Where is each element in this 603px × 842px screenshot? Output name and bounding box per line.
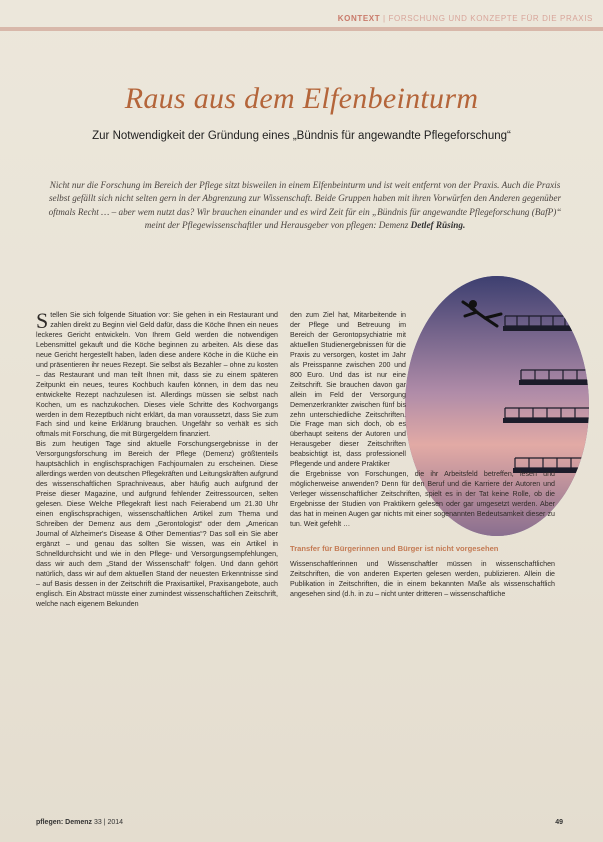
footer-magazine-name: pflegen: Demenz bbox=[36, 819, 93, 826]
article-title: Raus aus dem Elfenbeinturm bbox=[124, 82, 479, 115]
right-column-continued-text: die Ergebnisse von Forschungen, die ihr Arbeitsfeld betreffen, lesen und möglicherweise anwenden? Denn für den Beruf und die Karriere der Autoren und Verleger wissenschaftlicher Zeitschriften, spielt es in der Tat keine Rolle, ob die Ergebnisse der Studien von Praktikern gelesen oder gar umgesetzt werden. Aber das hat in meinen Augen gar nichts mit einer sogenannten Bedeutsamkeit dieser zu tun. Weit gefehlt … bbox=[290, 470, 555, 529]
header-rule bbox=[0, 27, 603, 31]
section-kicker bbox=[338, 14, 593, 23]
footer-issue: 33 | 2014 bbox=[92, 819, 124, 826]
body-paragraph-1 bbox=[36, 311, 278, 440]
lead-paragraph bbox=[45, 179, 565, 232]
kicker-strong: KONTEXT bbox=[337, 14, 381, 23]
left-column bbox=[36, 311, 278, 761]
right-column bbox=[290, 311, 555, 761]
body-paragraph-2: Bis zum heutigen Tage sind aktuelle Forschungsergebnisse in der Versorgungsforschung im Bereich der Pflege (Demenz) größtenteils hauptsächlich in englischsprachigen Fachjournalen zu erscheinen. Diese allerdings werden von deutschen Pflegekräften und Leitungskräften aufgrund des wissenschaftlichen Sprachniveaus, aber häufig auch aufgrund der Preise dieser Magazine, und aufgrund fehlender Zeitressourcen, selten gelesen. Diese Welche Pflegekraft liest nach Feierabend um 21.30 Uhr einen englischsprachigen, wissenschaftlichen Artikel zum Thema und Schreiben der Demenz aus dem „Gerontologist“ oder dem „American Journal of Alzheimer's Disease & Other Dementias“? Das soll ein Sie aber ergänzt – und genau das sollten Sie wissen, was ein Artikel in Schnelldurchsicht und wie in den Pflege- und Versorgungsempfehlungen, dass wir auch dem „Stand der Wissenschaft“ folgen. Und dann gehört natürlich, dass wir auf dem aktuellen Stand der neuesten Erkenntnisse sind – auf Basis dessen in der Zeitschrift die Praxisartikel, Praxisangebote, auch englisch. Ein Abstract müsste einer zumindest wissenschaftlichen Zeitschrift, welche nach eigenem Bekunden bbox=[36, 440, 278, 608]
page-number: 49 bbox=[555, 819, 563, 826]
article-subtitle: Zur Notwendigkeit der Gründung eines „Bündnis für angewandte Pflegeforschung“ bbox=[92, 130, 511, 142]
drop-cap: S bbox=[36, 311, 49, 333]
body-paragraph-1-text: tellen Sie sich folgende Situation vor: Sie gehen in ein Restaurant und zahlen direkt zu Beginn viel Geld dafür, dass die Köche Ihnen ein neues leckeres Gericht entwickeln. Von Ihrem Geld werden die notwendigen Lebensmittel gekauft und die Köche beginnen zu arbeiten. Als diese das neue Gericht hergestellt haben, laden diese andere Köche in die Küche ein und präsentieren ihr neues Rezept. Sie selbst als Bezahler – ohne zu kosten – das Restaurant und man teilt Ihnen mit, dass sie zu einem späteren Zeitpunkt ein neues, teures Kochbuch kaufen können, in dem das neu entwickelte Rezept nachzulesen ist. Allerdings müssen sie selbst nach Kochen, um es nachzukochen. Dieses viele Schritte des Kochvorgangs werden in dem Rezeptbuch nicht erklärt, da man voraussetzt, dass Sie zum Fach sind und keine Erklärung brauchen. Ungefähr so verhält es sich oftmals mit Forschung, die mit Bürgergeldern finanziert. bbox=[36, 311, 278, 439]
kicker-rest: | FORSCHUNG UND KONZEPTE FÜR DIE PRAXIS bbox=[380, 14, 593, 23]
footer-magazine bbox=[36, 819, 123, 826]
right-column-top-text: den zum Ziel hat, Mitarbeitende in der Pflege und Betreuung im Bereich der Gerontopsychiatrie mit aktuellen Studienergebnissen für die Praxis zu versorgen, kostet im Jahr als Preisspanne zwischen 200 und 800 Euro. Und das ist nur eine Zeitschrift. Sie brauchen davon gar allein im Feld der Versorgung Demenzerkrankter zwischen fünf bis zehn unterschiedliche Zeitschriften. Die Frage man sich doch, ob es überhaupt seitens der Autoren und Herausgeber dieser Zeitschriften beabsichtigt ist, dass professionell Pflegende und andere Praktiker bbox=[290, 311, 406, 469]
right-column-paragraph-2: Wissenschaftlerinnen und Wissenschaftler müssen in wissenschaftlichen Zeitschriften, die von anderen Experten gelesen werden, publizieren. Allein die Publikation in Zeitschriften, die in einem bekannten Maße als wissenschaftlich angesehen sind (d.h. in zu – nicht unter dritteren – wissenschaftliche bbox=[290, 559, 555, 598]
lead-text: Nicht nur die Forschung im Bereich der Pflege sitzt bisweilen in einem Elfenbeinturm und ist weit entfernt von der Praxis. Auch die Praxis selbst gefällt sich nicht selten gern in der Abgrenzung zur Wissenschaft. Beide Gruppen haben mit ihren Vorwürfen den Anderen gegenüber oftmals Recht … – aber wem nutzt das? Wir brauchen einander und es wird Zeit für ein „Bündnis für angewandte Pflegeforschung (BafP)“ meint der Pflegewissenschaftler und Herausgeber von pflegen: Demenz bbox=[48, 180, 562, 230]
lead-author: Detlef Rüsing. bbox=[410, 219, 466, 230]
section-heading: Transfer für Bürgerinnen und Bürger ist nicht vorgesehen bbox=[290, 543, 499, 553]
